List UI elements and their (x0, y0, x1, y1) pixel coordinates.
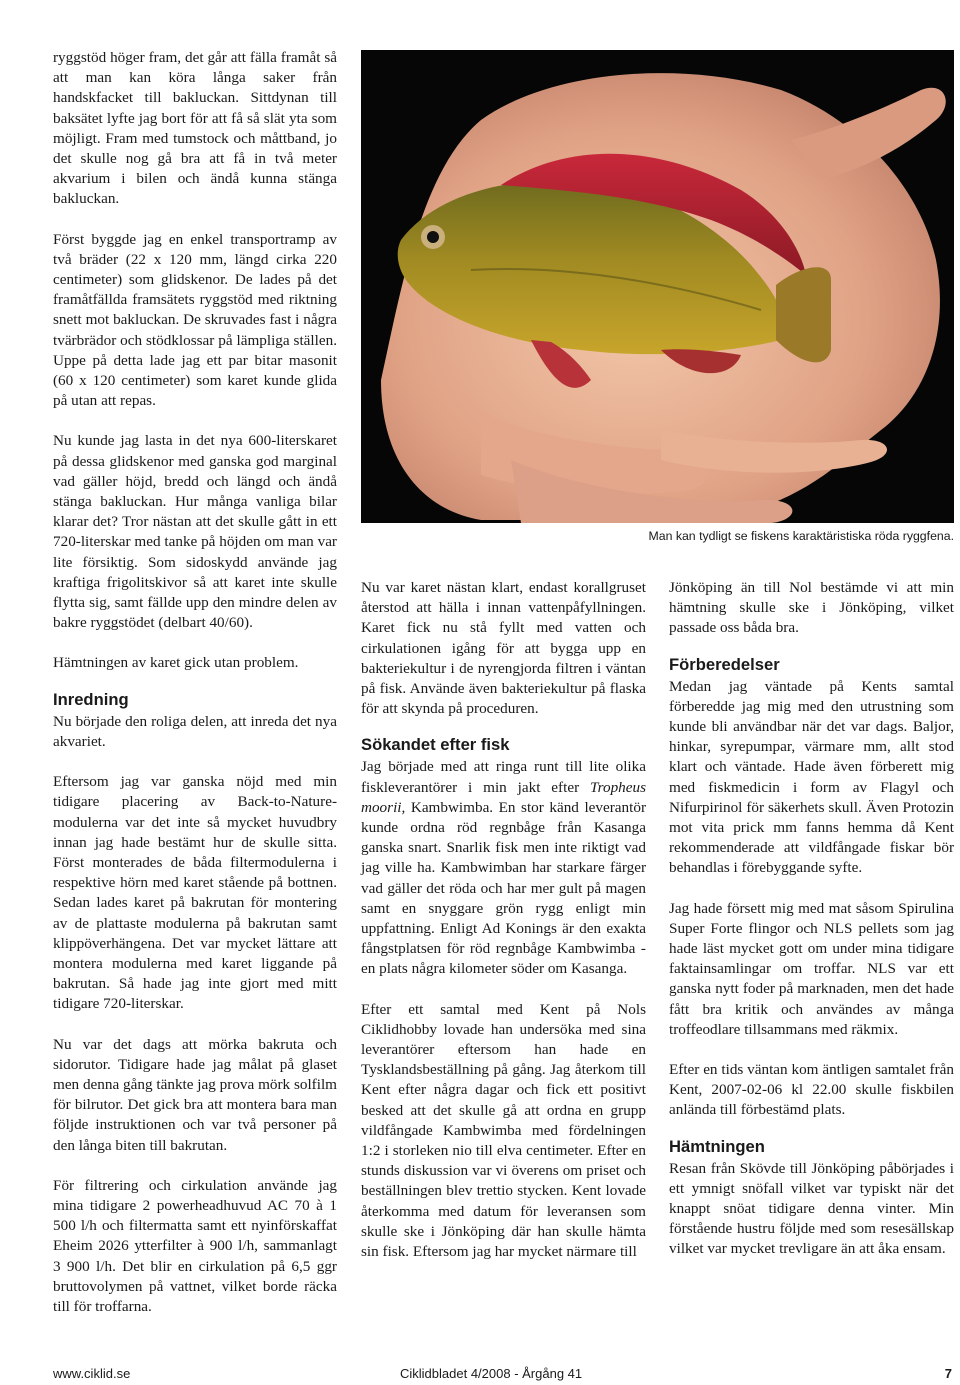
page-footer (0, 1366, 960, 1384)
section-heading-forberedelser: Förberedelser (669, 654, 780, 674)
section-heading-sokandet: Sökandet efter fisk (361, 735, 510, 755)
fish-photo (361, 50, 954, 523)
paragraph: ryggstöd höger fram, det går att fälla framåt så att man kan köra långa saker från handskfacket till bakluckan. Sittdynan till baksätet lyfte jag bort för att få så slät yta som möjligt. Fram med tumstock och måttband, jo det skulle nog gå bra att få in två meter akvarium i bilen och ändå kunna stänga bakluckan. (53, 49, 337, 208)
section-heading-inredning: Inredning (53, 689, 129, 709)
article-column-3 (669, 578, 954, 1260)
article-column-1 (53, 48, 337, 1317)
paragraph: Jag hade försett mig med mat såsom Spirulina Super Forte flingor och NLS pellets som jag hade läst mycket gott om under mina tidigare faktainsamlingar om troffar. NLS var ett ganska nytt foder på marknaden, men det hade fått bra kritik och användes av många troffeodlare tillsammans med räkmix. (669, 899, 954, 1038)
page-number: 7 (944, 1366, 952, 1381)
photo-caption: Man kan tydligt se fiskens karaktäristiska röda ryggfena. (648, 529, 954, 543)
paragraph: Jönköping än till Nol bestämde vi att min hämtning skulle ske i Jönköping, vilket passade oss båda bra. (669, 579, 954, 637)
paragraph: Medan jag väntade på Kents samtal förberedde jag mig med den utrustning som kunde bli användbar när det var dags. Baljor, hinkar, syrepumpar, värmare mm, allt stod klart och väntade. Hade även förberett mig med fiskmedicin i form av Flagyl och Nifurpirinol för säkerhets skull. Även Protozin mot vita prick mm fanns hemma då Kent rekommenderade att vildfångade fiskar bör behandlas i förebyggande syfte. (669, 677, 954, 877)
footer-publication: Ciklidbladet 4/2008 - Årgång 41 (400, 1366, 583, 1381)
species-name: Tropheus moorii, (361, 778, 646, 816)
paragraph: Eftersom jag var ganska nöjd med min tidigare placering av Back-to-Nature-modulerna var det inte så mycket huvudbry innan jag hade bestämt hur de skulle sitta. Först monterades de båda filtermodulerna i respektive hörn med karet stående på bottnen. Sedan lades karet på bakrutan för montering av de plattaste modulerna på bakrutan samt klippöverhängena. Det var mycket lättare att montera modulerna med karet liggande på bakrutan. Så hade jag inte gjort med mitt tidigare 720-literskar. (53, 773, 337, 1013)
section-heading-hamtningen: Hämtningen (669, 1136, 765, 1156)
footer-url: www.ciklid.se (53, 1366, 131, 1381)
paragraph: Nu kunde jag lasta in det nya 600-literskaret på dessa glidskenor med ganska god marginal vad gäller höjd, bredd och längd och ändå stänga bakluckan. Hur många vanliga bilar klarar det? Tror nästan att det skulle gått in ett 720-literskar med tanke på höjden om man var lite försiktig. Som sidoskydd använde jag kraftiga frigolitskivor så att karet inte skulle flytta sig, samt fällde upp den mindre delen av bakre ryggstödet (delbart 40/60). (53, 432, 337, 632)
text-run: Kambwimba. En stor känd leverantör kunde ordna röd regnbåge från Kasanga ganska snart. Snarlik fisk men inte riktigt vad jag ville ha. Kambwimban har starkare färger vad gäller det röda och har mer gult på magen samt en snyggare grön rygg enligt min uppfattning. Enligt Ad Konings är den exakta fångstplatsen för röd regnbåge Kambwimba - en plats några kilometer söder om Kasanga. (361, 798, 646, 978)
text-run: Jag började med att ringa runt till lite olika fiskleverantörer i min jakt efter (361, 758, 646, 796)
paragraph: Nu var karet nästan klart, endast korallgruset återstod att hälla i innan vattenpåfyllningen. Karet fick nu stå fyllt med vatten och cirkulationen igång för att bygga upp en bakteriekultur i de nyrengjorda filtren i väntan på fisk. Använde även bakteriekultur på flaska för att skynda på proceduren. (361, 579, 646, 718)
paragraph: Nu var det dags att mörka bakruta och sidorutor. Tidigare hade jag målat på glaset men denna gång tänkte jag prova mörk solfilm för bilrutor. Det gick bra att montera bara man följde instruktionen och var två personer på den långa biten till bakrutan. (53, 1035, 337, 1154)
paragraph: Hämtningen av karet gick utan problem. (53, 654, 299, 672)
paragraph (361, 757, 646, 979)
paragraph: Först byggde jag en enkel transportramp av två bräder (22 x 120 mm, längd cirka 220 centimeter) som glidskenor. De lades på det framåtfällda framsätets ryggstöd med riktning snett mot bakluckan. De skruvades fast i några tvärbrädor och stödklossar på lämpliga ställen. Uppe på detta lade jag ett par bitar masonit (60 x 120 centimeter) som karet kunde glida på utan att repas. (53, 230, 337, 410)
paragraph: Efter ett samtal med Kent på Nols Ciklidhobby lovade han undersöka med sina leverantörer eftersom han hade en Tysklandsbeställning på gång. Jag återkom till Kent efter några dagar och fick ett positivt besked att det skulle gå att ordna en grupp vildfångade Kambwimba med fördelningen 1:2 i storleken nio till elva centimeter. Efter en stunds diskussion var vi överens om priset och beställningen blev trettio stycken. Kent lovade återkomma med datum för leveransen som skulle ske i Jönköping där han skulle hämta sin fisk. Eftersom jag har mycket närmare till (361, 1000, 646, 1261)
paragraph: Efter en tids väntan kom äntligen samtalet från Kent, 2007-02-06 kl 22.00 skulle fiskbilen anlända till förbestämd plats. (669, 1061, 954, 1119)
fish-in-hand-image (361, 50, 954, 523)
paragraph: Nu började den roliga delen, att inreda det nya akvariet. (53, 712, 337, 750)
article-column-2 (361, 578, 646, 1262)
paragraph: För filtrering och cirkulation använde jag mina tidigare 2 powerheadhuvud AC 70 à 1 500 l/h och filtermatta samt ett nyinförskaffat Eheim 2026 ytterfilter à 900 l/h, sammanlagt 3 900 l/h. Det blir en cirkulation på 6,5 ggr bruttovolymen på vattnet, vilket borde räcka till för troffarna. (53, 1176, 337, 1315)
paragraph: Resan från Skövde till Jönköping påbörjades i ett ymnigt snöfall vilket var typiskt när det knappt snöat tidigare denna vinter. Min förstående hustru följde med som resesällskap vilket var mycket trevligare än att åka ensam. (669, 1159, 954, 1258)
